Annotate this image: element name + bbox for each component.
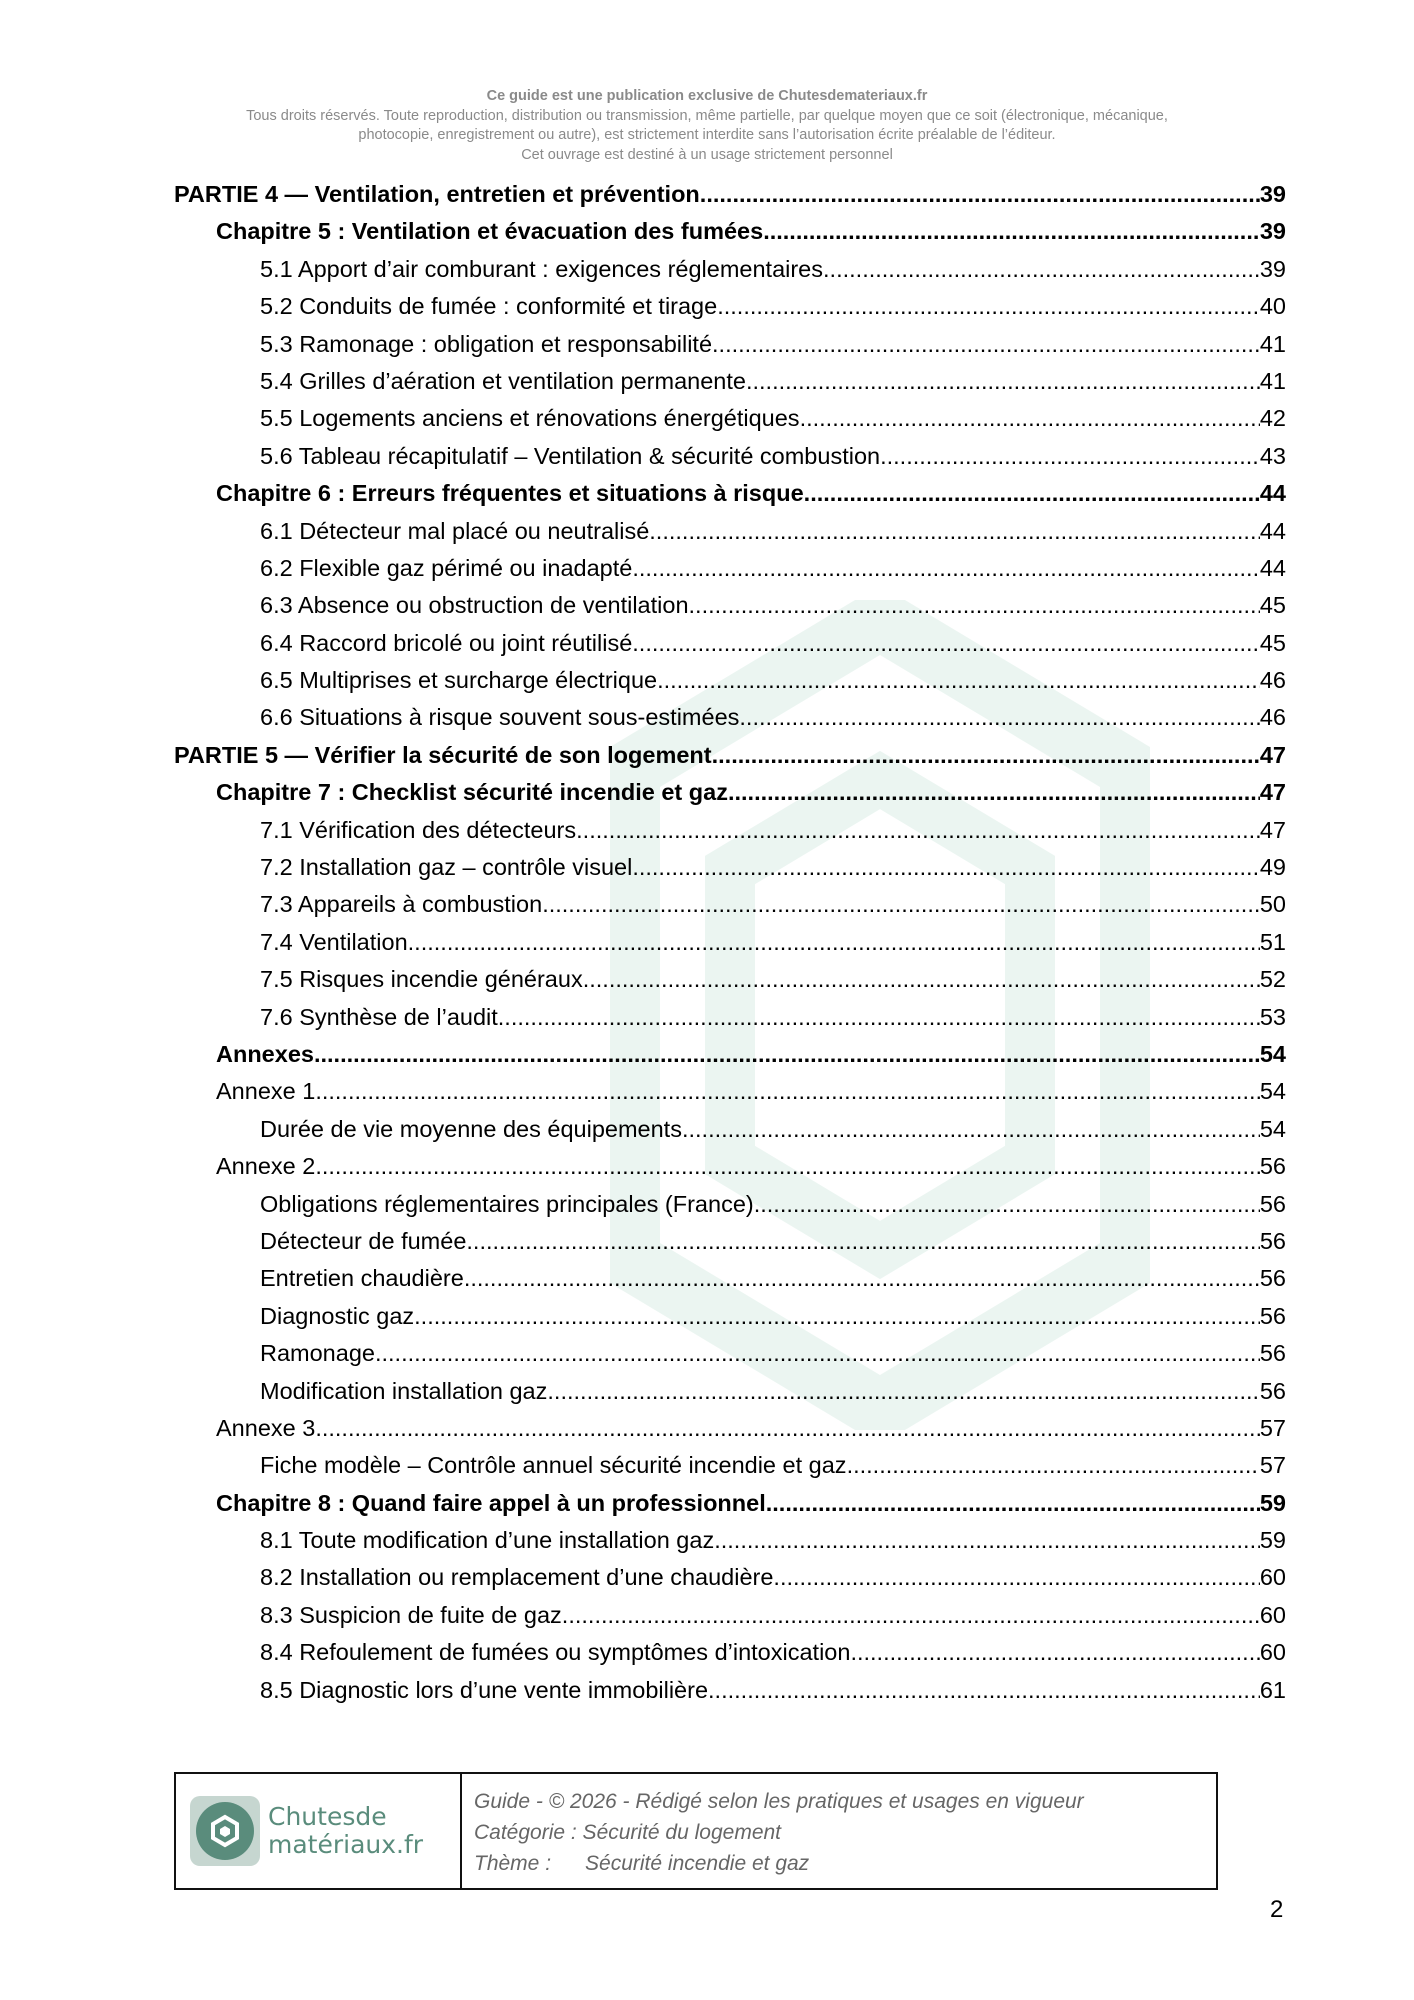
toc-entry[interactable]: [174, 699, 1286, 736]
header-line-4: Cet ouvrage est destiné à un usage strictement personnel: [521, 146, 893, 163]
dot-leader: [315, 1073, 1260, 1110]
dot-leader: [739, 699, 1259, 736]
dot-leader: [847, 1447, 1260, 1484]
toc-entry-page: 45: [1259, 592, 1286, 619]
toc-entry-page: 56: [1259, 1153, 1286, 1180]
toc-entry[interactable]: [174, 774, 1286, 811]
toc-entry[interactable]: [174, 999, 1286, 1036]
dot-leader: [583, 961, 1260, 998]
toc-entry-page: 56: [1259, 1302, 1286, 1329]
dot-leader: [850, 1634, 1259, 1671]
dot-leader: [315, 1148, 1260, 1185]
toc-entry-label: 6.1 Détecteur mal placé ou neutralisé: [260, 517, 650, 544]
toc-entry[interactable]: [174, 1073, 1286, 1110]
dot-leader: [375, 1335, 1260, 1372]
dot-leader: [712, 326, 1260, 363]
dot-leader: [880, 438, 1260, 475]
toc-entry-label: Chapitre 8 : Quand faire appel à un professionnel: [216, 1489, 766, 1516]
dot-leader: [466, 1223, 1259, 1260]
dot-leader: [800, 400, 1260, 437]
toc-entry-page: 59: [1259, 1489, 1286, 1516]
logo-text: [268, 1803, 423, 1859]
footer-guide: Guide - © 2026 - Rédigé selon les pratiques et usages en vigueur: [474, 1790, 1084, 1813]
toc-entry-page: 56: [1259, 1377, 1286, 1404]
toc-entry-page: 41: [1259, 330, 1286, 357]
dot-leader: [562, 1597, 1260, 1634]
toc-entry[interactable]: [174, 288, 1286, 325]
toc-entry-label: 6.6 Situations à risque souvent sous-estimées: [260, 704, 740, 731]
toc-entry-label: Annexes: [216, 1040, 314, 1067]
toc-entry-label: 5.2 Conduits de fumée : conformité et tirage: [260, 293, 718, 320]
toc-entry-label: Annexe 3: [216, 1414, 316, 1441]
toc-entry-label: 5.5 Logements anciens et rénovations énergétiques: [260, 405, 800, 432]
toc-entry[interactable]: [174, 1373, 1286, 1410]
dot-leader: [632, 625, 1260, 662]
header-line-3: photocopie, enregistrement ou autre), est strictement interdite sans l’autorisation écrite préalable de l’éditeur.: [358, 127, 1056, 143]
toc-entry[interactable]: [174, 849, 1286, 886]
toc-entry-label: Annexe 2: [216, 1153, 316, 1180]
toc-entry-label: 7.6 Synthèse de l’audit: [260, 1003, 498, 1030]
toc-entry-page: 51: [1259, 928, 1286, 955]
toc-entry-label: 5.1 Apport d’air comburant : exigences réglementaires: [260, 255, 824, 282]
toc-entry[interactable]: [174, 1260, 1286, 1297]
toc-entry-label: 8.2 Installation ou remplacement d’une chaudière: [260, 1564, 774, 1591]
toc-entry-label: Détecteur de fumée: [260, 1227, 467, 1254]
toc-entry-label: 6.3 Absence ou obstruction de ventilation: [260, 592, 689, 619]
toc-entry-label: PARTIE 5 — Vérifier la sécurité de son logement: [174, 741, 712, 768]
toc-entry-page: 60: [1259, 1639, 1286, 1666]
toc-entry-label: Chapitre 5 : Ventilation et évacuation des fumées: [216, 218, 764, 245]
toc-entry[interactable]: [174, 961, 1286, 998]
toc-entry-page: 47: [1259, 816, 1286, 843]
toc-entry-label: 8.3 Suspicion de fuite de gaz: [260, 1601, 562, 1628]
toc-entry-label: 7.4 Ventilation: [260, 928, 408, 955]
copyright-header: [0, 87, 1414, 165]
toc-entry-label: Chapitre 6 : Erreurs fréquentes et situations à risque: [216, 480, 804, 507]
toc-entry-label: 5.3 Ramonage : obligation et responsabilité: [260, 330, 713, 357]
dot-leader: [315, 1410, 1260, 1447]
toc-entry-label: 5.6 Tableau récapitulatif – Ventilation & sécurité combustion: [260, 442, 881, 469]
toc-entry[interactable]: [174, 1634, 1286, 1671]
dot-leader: [754, 1186, 1260, 1223]
toc-entry-page: 39: [1259, 181, 1286, 207]
theme-value: Sécurité incendie et gaz: [585, 1852, 810, 1875]
dot-leader: [773, 1559, 1259, 1596]
toc-entry[interactable]: [174, 1148, 1286, 1185]
dot-leader: [632, 849, 1260, 886]
toc-entry-page: 54: [1259, 1040, 1286, 1067]
toc-entry-label: Obligations réglementaires principales (France): [260, 1190, 754, 1217]
toc-entry-page: 46: [1259, 704, 1286, 731]
toc-entry-page: 59: [1259, 1527, 1286, 1554]
toc-entry-page: 56: [1259, 1265, 1286, 1292]
toc-entry-page: 47: [1259, 779, 1286, 806]
dot-leader: [689, 587, 1260, 624]
toc-entry[interactable]: [174, 1298, 1286, 1335]
toc-entry-page: 60: [1259, 1564, 1286, 1591]
toc-entry-page: 45: [1259, 629, 1286, 656]
toc-entry[interactable]: [174, 251, 1286, 288]
toc-entry-page: 61: [1259, 1676, 1286, 1703]
brand-logo: [176, 1774, 462, 1888]
dot-leader: [746, 363, 1260, 400]
toc-entry-page: 46: [1259, 667, 1286, 694]
dot-leader: [763, 213, 1260, 250]
dot-leader: [314, 1036, 1260, 1073]
toc-entry[interactable]: [174, 513, 1286, 550]
toc-entry-page: 49: [1259, 854, 1286, 881]
toc-entry[interactable]: [174, 550, 1286, 587]
toc-entry[interactable]: [174, 1410, 1286, 1447]
toc-entry[interactable]: [174, 1036, 1286, 1073]
toc-entry[interactable]: [174, 924, 1286, 961]
toc-entry-page: 47: [1259, 741, 1286, 768]
dot-leader: [498, 999, 1260, 1036]
theme-label: Thème :: [474, 1852, 552, 1875]
toc-entry-page: 52: [1259, 966, 1286, 993]
dot-leader: [766, 1485, 1260, 1522]
toc-entry[interactable]: [174, 1223, 1286, 1260]
toc-entry[interactable]: [174, 176, 1286, 213]
toc-entry-label: 6.2 Flexible gaz périmé ou inadapté: [260, 554, 633, 581]
footer-info: [462, 1774, 1096, 1888]
toc-entry-page: 53: [1259, 1003, 1286, 1030]
dot-leader: [804, 475, 1260, 512]
toc-entry-label: Chapitre 7 : Checklist sécurité incendie et gaz: [216, 779, 728, 806]
toc-entry-page: 54: [1259, 1078, 1286, 1105]
toc-entry-page: 56: [1259, 1227, 1286, 1254]
toc-entry-page: 57: [1259, 1414, 1286, 1441]
toc-entry[interactable]: [174, 625, 1286, 662]
toc-entry-label: 7.5 Risques incendie généraux: [260, 966, 583, 993]
dot-leader: [717, 288, 1260, 325]
toc-entry[interactable]: [174, 213, 1286, 250]
toc-entry[interactable]: [174, 737, 1286, 774]
toc-entry-label: 7.2 Installation gaz – contrôle visuel: [260, 854, 633, 881]
dot-leader: [823, 251, 1260, 288]
dot-leader: [547, 1373, 1259, 1410]
toc-entry-label: Modification installation gaz: [260, 1377, 548, 1404]
toc-entry-page: 44: [1259, 554, 1286, 581]
toc-entry-label: Entretien chaudière: [260, 1265, 464, 1292]
footer-category: Catégorie : Sécurité du logement: [474, 1821, 782, 1844]
dot-leader: [657, 662, 1260, 699]
toc-entry[interactable]: [174, 1522, 1286, 1559]
toc-entry-page: 60: [1259, 1601, 1286, 1628]
toc-entry-label: 6.4 Raccord bricolé ou joint réutilisé: [260, 629, 633, 656]
toc-entry-page: 43: [1259, 442, 1286, 469]
toc-entry[interactable]: [174, 662, 1286, 699]
toc-entry[interactable]: [174, 812, 1286, 849]
logo-text-line-2: matériaux.fr: [268, 1830, 424, 1859]
dot-leader: [708, 1672, 1260, 1709]
toc-entry-label: 6.5 Multiprises et surcharge électrique: [260, 667, 658, 694]
toc-entry[interactable]: [174, 363, 1286, 400]
toc-entry-label: 5.4 Grilles d’aération et ventilation permanente: [260, 367, 746, 394]
toc-entry-label: PARTIE 4 — Ventilation, entretien et prévention: [174, 181, 700, 207]
toc-entry[interactable]: [174, 587, 1286, 624]
dot-leader: [714, 1522, 1260, 1559]
toc-entry[interactable]: [174, 1485, 1286, 1522]
dot-leader: [649, 513, 1260, 550]
toc-entry-page: 39: [1259, 255, 1286, 282]
toc-entry[interactable]: [174, 1672, 1286, 1709]
dot-leader: [632, 550, 1260, 587]
dot-leader: [414, 1298, 1260, 1335]
toc-entry[interactable]: [174, 1186, 1286, 1223]
dot-leader: [712, 737, 1260, 774]
dot-leader: [408, 924, 1260, 961]
toc-entry[interactable]: [174, 400, 1286, 437]
toc-entry-page: 50: [1259, 891, 1286, 918]
toc-entry-page: 44: [1259, 480, 1286, 507]
toc-entry-page: 42: [1259, 405, 1286, 432]
logo-text-line-1: Chutesde: [268, 1802, 387, 1831]
footer-theme: [474, 1848, 1084, 1879]
dot-leader: [728, 774, 1260, 811]
toc-entry-page: 57: [1259, 1452, 1286, 1479]
toc-entry-label: 8.1 Toute modification d’une installation gaz: [260, 1527, 715, 1554]
toc-entry-page: 41: [1259, 367, 1286, 394]
header-line-1: Ce guide est une publication exclusive de Chutesdemateriaux.fr: [486, 88, 928, 104]
toc-entry-label: Durée de vie moyenne des équipements: [260, 1115, 682, 1142]
toc-entry-label: Ramonage: [260, 1340, 375, 1367]
toc-entry[interactable]: [174, 1335, 1286, 1372]
toc-entry-page: 56: [1259, 1340, 1286, 1367]
dot-leader: [682, 1111, 1260, 1148]
toc-entry-label: 7.3 Appareils à combustion: [260, 891, 543, 918]
dot-leader: [542, 886, 1260, 923]
dot-leader: [700, 176, 1260, 213]
toc-entry-label: Annexe 1: [216, 1078, 316, 1105]
page-number: 2: [1270, 1896, 1284, 1923]
header-line-2: Tous droits réservés. Toute reproduction, distribution ou transmission, même partielle, par quelque moyen que ce soit (électronique, mécanique,: [246, 107, 1168, 124]
toc-entry[interactable]: [174, 326, 1286, 363]
toc-entry-label: Fiche modèle – Contrôle annuel sécurité incendie et gaz: [260, 1452, 847, 1479]
dot-leader: [464, 1260, 1260, 1297]
toc-entry-page: 39: [1259, 218, 1286, 245]
dot-leader: [576, 812, 1260, 849]
toc-entry-label: 7.1 Vérification des détecteurs: [260, 816, 577, 843]
logo-tile: [190, 1796, 260, 1866]
toc-entry[interactable]: [174, 886, 1286, 923]
toc-entry[interactable]: [174, 1111, 1286, 1148]
toc-entry[interactable]: [174, 438, 1286, 475]
cube-icon: [196, 1802, 254, 1860]
toc-entry-page: 40: [1259, 293, 1286, 320]
toc-entry-page: 56: [1259, 1190, 1286, 1217]
toc-entry-label: 8.5 Diagnostic lors d’une vente immobilière: [260, 1676, 709, 1703]
toc-entry[interactable]: [174, 1597, 1286, 1634]
toc-entry-page: 54: [1259, 1115, 1286, 1142]
footer-box: [174, 1772, 1218, 1890]
toc-entry[interactable]: [174, 475, 1286, 512]
toc-entry-label: 8.4 Refoulement de fumées ou symptômes d’intoxication: [260, 1639, 851, 1666]
toc-entry-label: Diagnostic gaz: [260, 1302, 415, 1329]
toc-entry[interactable]: [174, 1559, 1286, 1596]
toc-entry-page: 44: [1259, 517, 1286, 544]
toc-entry[interactable]: [174, 1447, 1286, 1484]
table-of-contents: [174, 176, 1286, 1709]
